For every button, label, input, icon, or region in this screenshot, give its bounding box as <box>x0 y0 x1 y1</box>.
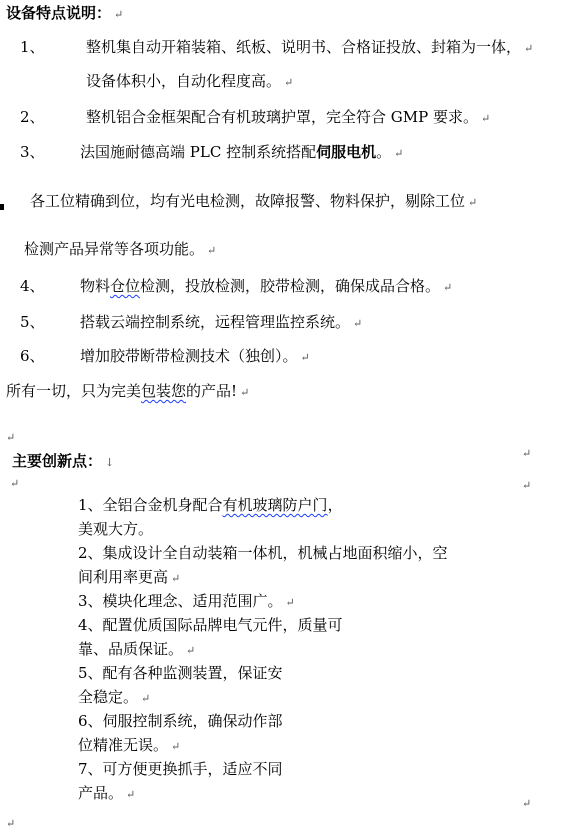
list-item: 2、 整机铝合金框架配合有机玻璃护罩，完全符合 GMP 要求。 ↵ <box>20 108 491 126</box>
innovation-item: 1、全铝合金机身配合有机玻璃防户门， <box>78 496 343 514</box>
list-item-continuation: 检测产品异常等各项功能。 ↵ <box>24 240 217 258</box>
list-item-unnumbered: 各工位精确到位，均有光电检测，故障报警、物料保护，剔除工位 ↵ <box>30 192 478 210</box>
innovation-item-continuation: 全稳定。 ↵ <box>78 688 151 706</box>
list-item: 6、 增加胶带断带检测技术（独创）。 ↵ <box>20 347 310 365</box>
list-item: 5、 搭载云端控制系统，远程管理监控系统。 ↵ <box>20 313 363 331</box>
paragraph-mark: ↵ <box>10 477 20 490</box>
innovation-item: 7、可方便更换抓手，适应不同 <box>78 760 283 778</box>
list-item: 4、 物料仓位检测，投放检测，胶带检测，确保成品合格。 ↵ <box>20 277 453 295</box>
innovation-item: 5、配有各种监测装置，保证安 <box>78 664 283 682</box>
paragraph-mark: ↵ <box>6 817 16 830</box>
paragraph-mark: ↵ <box>6 431 16 444</box>
innovation-item-continuation: 位精准无误。 ↵ <box>78 736 181 754</box>
section-heading-features: 设备特点说明： ↵ <box>6 4 124 22</box>
section-heading-innovations: 主要创新点： ↓ <box>12 452 115 470</box>
innovation-item-continuation: 间利用率更高 ↵ <box>78 568 181 586</box>
paragraph-mark: ↵ <box>522 479 532 492</box>
paragraph-mark: ↵ <box>522 797 532 810</box>
bullet-marker <box>0 204 4 210</box>
list-item: 3、 法国施耐德高端 PLC 控制系统搭配伺服电机。 ↵ <box>20 143 404 161</box>
innovation-item: 4、配置优质国际品牌电气元件，质量可 <box>78 616 343 634</box>
paragraph-mark: ↵ <box>522 447 532 460</box>
list-item-continuation: 设备体积小，自动化程度高。 ↵ <box>86 72 294 90</box>
innovation-item-continuation: 美观大方。 <box>78 520 154 538</box>
innovation-item: 6、伺服控制系统，确保动作部 <box>78 712 283 730</box>
list-item: 1、 整机集自动开箱装箱、纸板、说明书、合格证投放、封箱为一体， ↵ <box>20 38 534 56</box>
innovation-item-continuation: 产品。 ↵ <box>78 784 136 802</box>
innovation-item-continuation: 靠、品质保证。 ↵ <box>78 640 196 658</box>
innovation-item: 3、模块化理念、适用范围广。 ↵ <box>78 592 295 610</box>
closing-statement: 所有一切，只为完美包装您的产品! ↵ <box>6 382 250 400</box>
innovation-item: 2、集成设计全自动装箱一体机，机械占地面积缩小，空 <box>78 544 448 562</box>
